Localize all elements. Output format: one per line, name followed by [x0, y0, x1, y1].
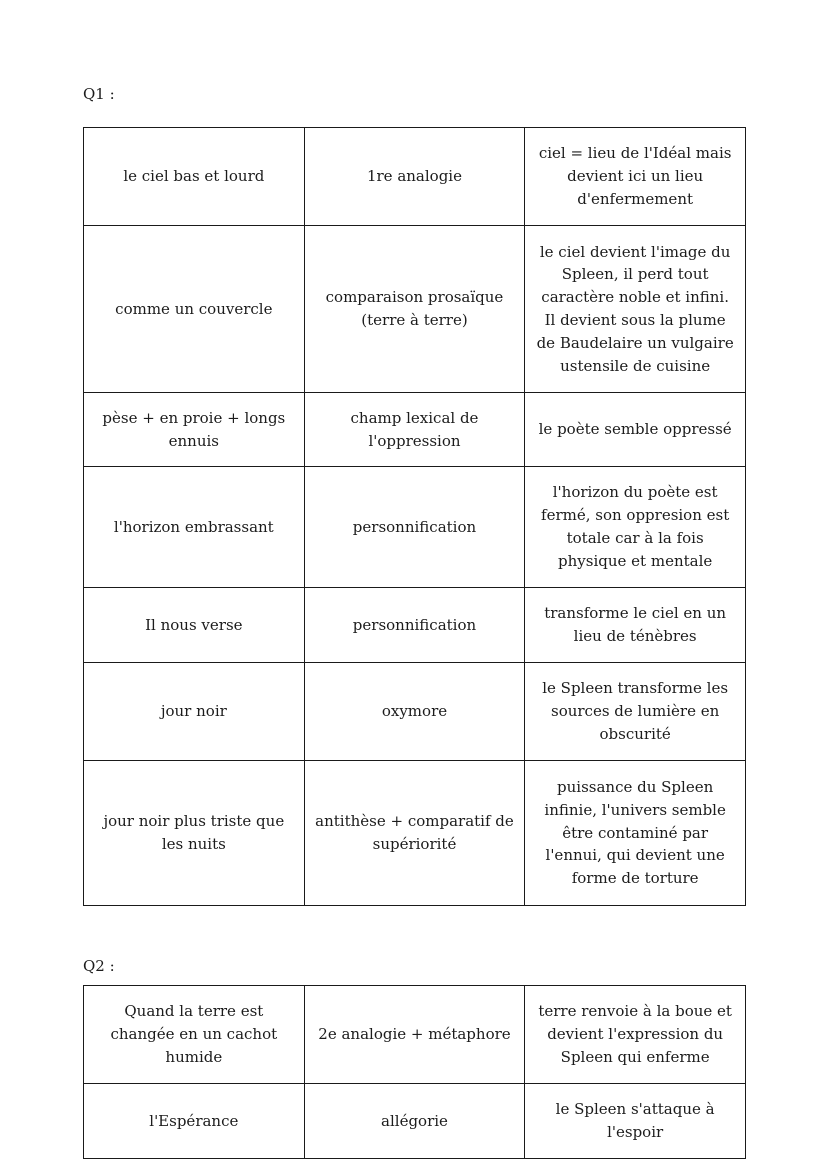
- device-cell: allégorie: [304, 1084, 525, 1159]
- quote-cell: Il nous verse: [84, 588, 305, 663]
- device-cell: comparaison prosaïque (terre à terre): [304, 226, 525, 393]
- quote-cell: jour noir plus triste que les nuits: [84, 761, 305, 906]
- effect-cell: le Spleen s'attaque à l'espoir: [525, 1084, 746, 1159]
- device-cell: 1re analogie: [304, 128, 525, 226]
- effect-cell: terre renvoie à la boue et devient l'expression du Spleen qui enferme: [525, 986, 746, 1084]
- quote-cell: Quand la terre est changée en un cachot humide: [84, 986, 305, 1084]
- quote-cell: comme un couvercle: [84, 226, 305, 393]
- device-cell: personnification: [304, 588, 525, 663]
- device-cell: champ lexical de l'oppression: [304, 393, 525, 467]
- device-cell: 2e analogie + métaphore: [304, 986, 525, 1084]
- question-2-table: [83, 985, 746, 1159]
- table-row: [84, 467, 746, 588]
- effect-cell: ciel = lieu de l'Idéal mais devient ici un lieu d'enfermement: [525, 128, 746, 226]
- question-2-label: Q2 :: [83, 957, 115, 975]
- quote-cell: l'horizon embrassant: [84, 467, 305, 588]
- table-row: [84, 393, 746, 467]
- device-cell: antithèse + comparatif de supériorité: [304, 761, 525, 906]
- table-row: [84, 588, 746, 663]
- table-row: [84, 226, 746, 393]
- device-cell: oxymore: [304, 663, 525, 761]
- effect-cell: le poète semble oppressé: [525, 393, 746, 467]
- quote-cell: jour noir: [84, 663, 305, 761]
- effect-cell: puissance du Spleen infinie, l'univers semble être contaminé par l'ennui, qui devient une forme de torture: [525, 761, 746, 906]
- quote-cell: pèse + en proie + longs ennuis: [84, 393, 305, 467]
- effect-cell: transforme le ciel en un lieu de ténèbres: [525, 588, 746, 663]
- quote-cell: l'Espérance: [84, 1084, 305, 1159]
- table-row: [84, 986, 746, 1084]
- table-row: [84, 761, 746, 906]
- table-row: [84, 128, 746, 226]
- quote-cell: le ciel bas et lourd: [84, 128, 305, 226]
- table-row: [84, 1084, 746, 1159]
- device-cell: personnification: [304, 467, 525, 588]
- effect-cell: le Spleen transforme les sources de lumière en obscurité: [525, 663, 746, 761]
- question-1-label: Q1 :: [83, 85, 115, 103]
- effect-cell: le ciel devient l'image du Spleen, il perd tout caractère noble et infini. Il devient sous la plume de Baudelaire un vulgaire ustensile de cuisine: [525, 226, 746, 393]
- effect-cell: l'horizon du poète est fermé, son oppresion est totale car à la fois physique et mentale: [525, 467, 746, 588]
- question-1-table: [83, 127, 746, 906]
- table-row: [84, 663, 746, 761]
